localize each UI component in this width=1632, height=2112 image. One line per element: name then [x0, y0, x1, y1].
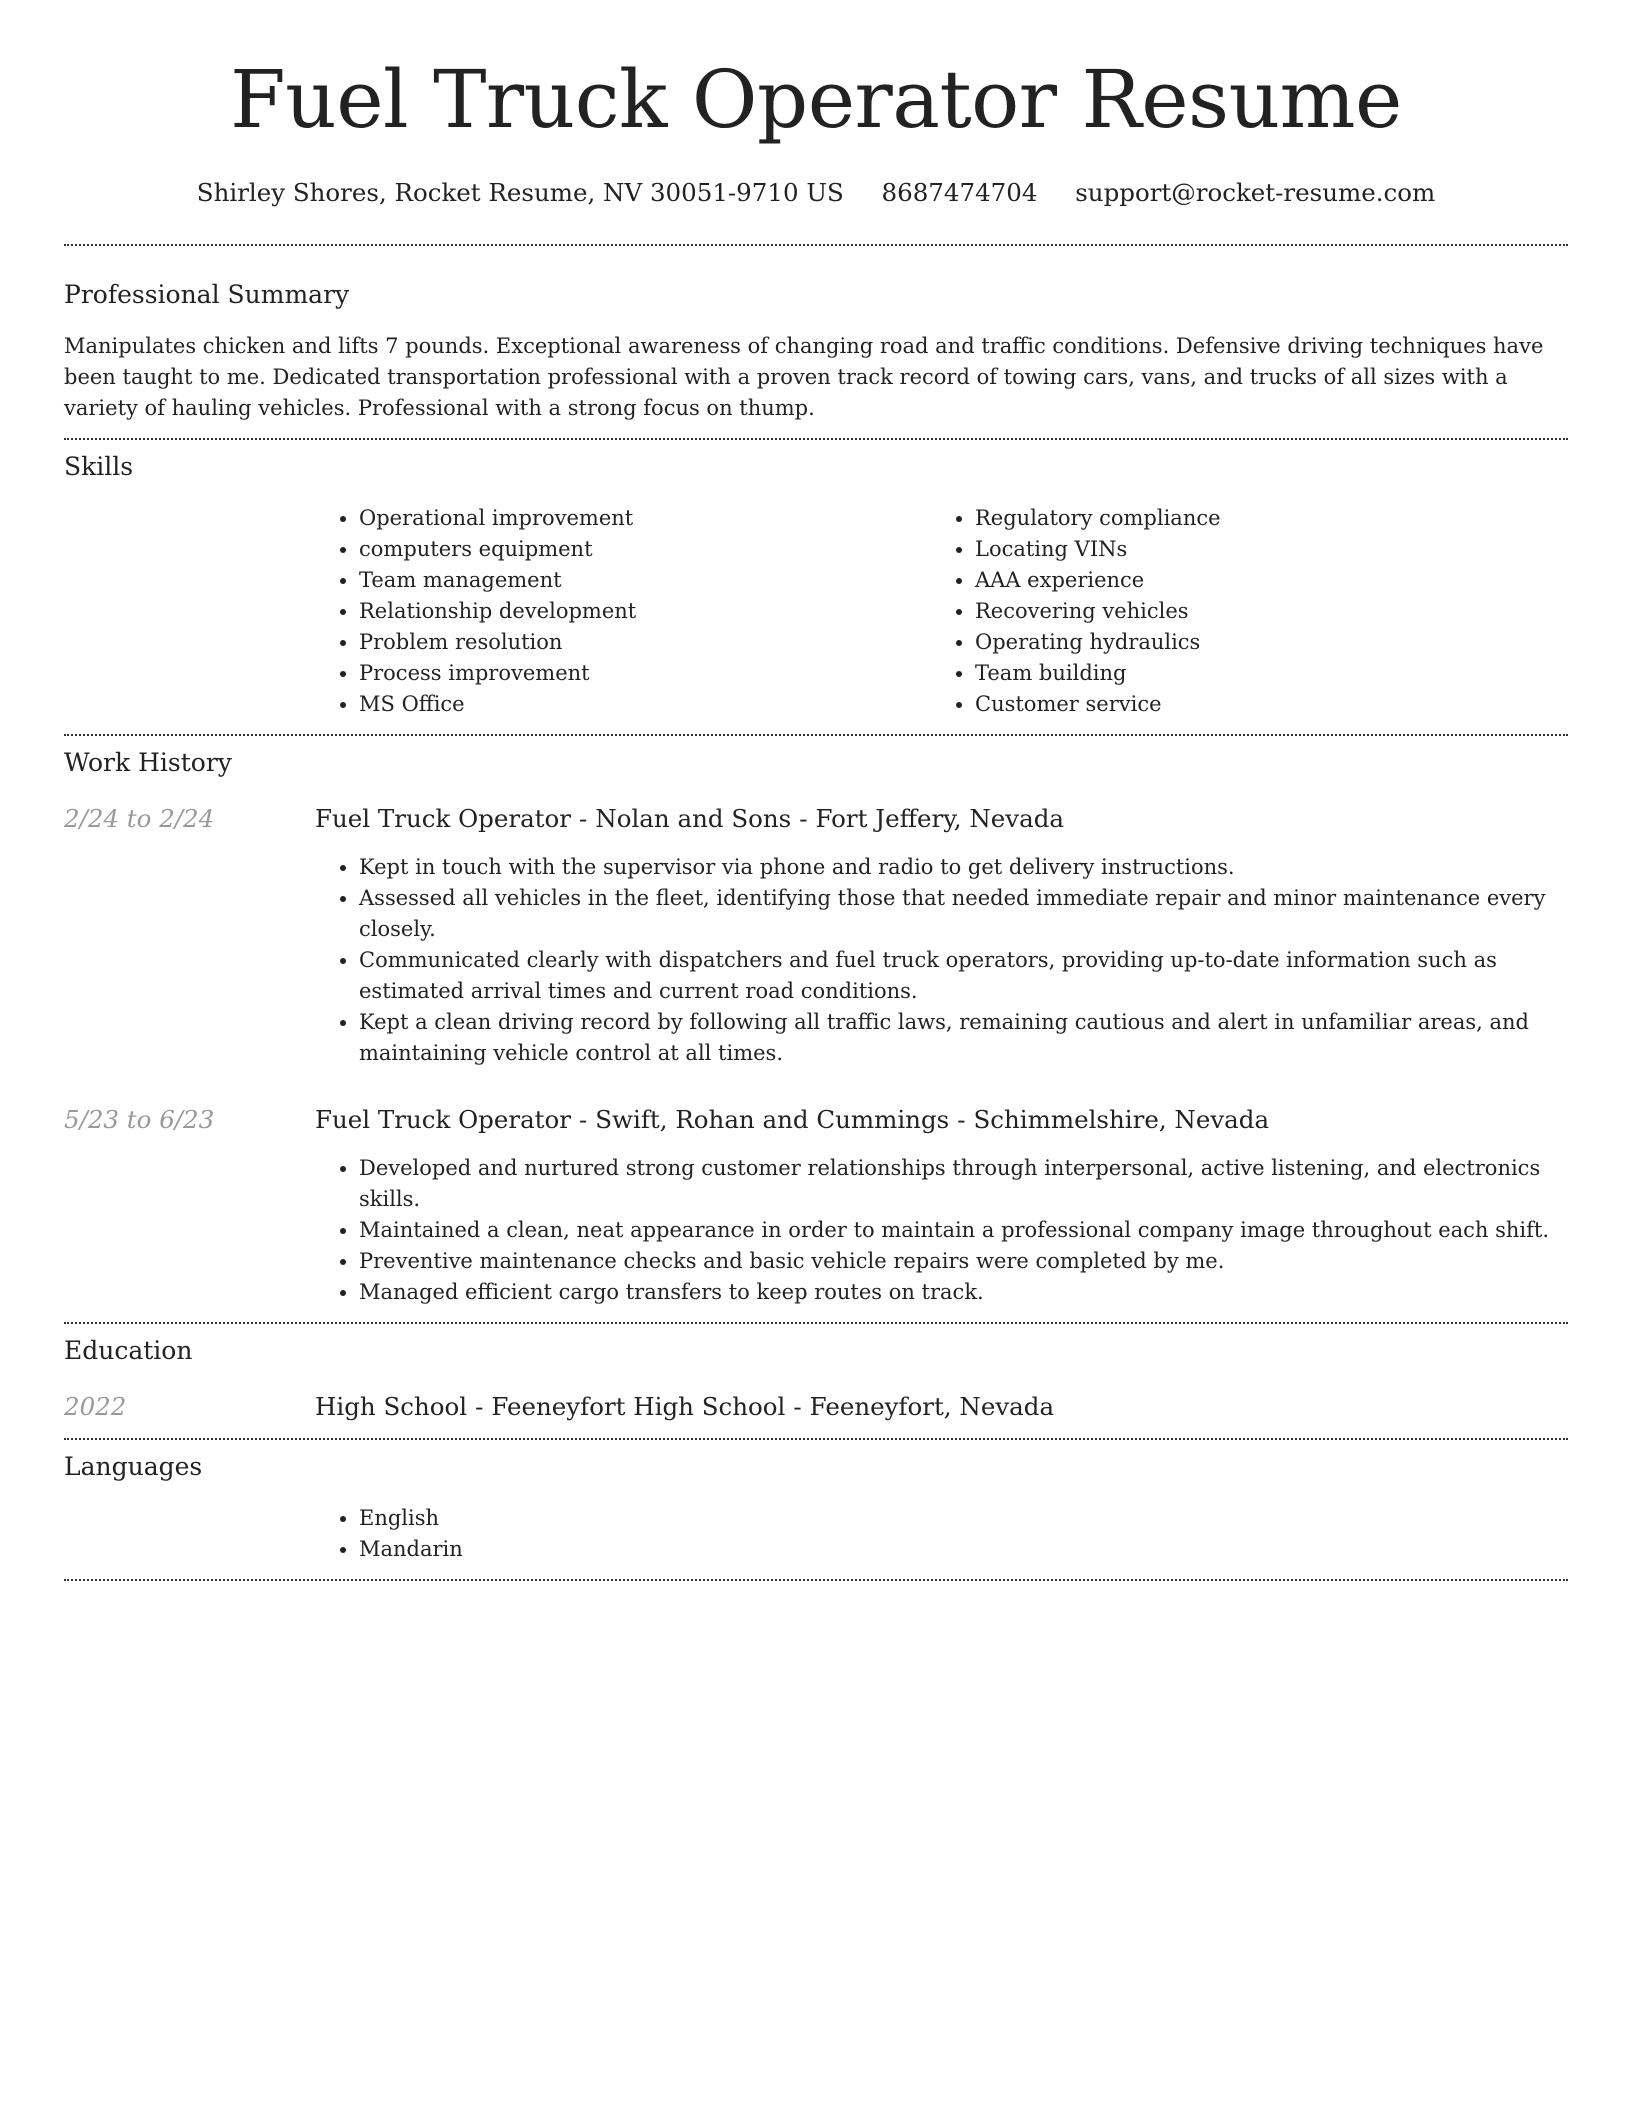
- language-item: • Mandarin: [359, 1534, 1568, 1565]
- job-dates: 5/23 to 6/23: [64, 1105, 215, 1134]
- skill-item: • Regulatory compliance: [975, 503, 1547, 534]
- job-header: [64, 1103, 1568, 1137]
- job-bullet: • Managed efficient cargo transfers to keep routes on track.: [359, 1277, 1568, 1308]
- languages-list: [315, 1503, 1568, 1565]
- skills-column-right: [931, 503, 1547, 720]
- job-bullet: • Kept in touch with the supervisor via phone and radio to get delivery instructions.: [359, 852, 1568, 883]
- job-bullets: [315, 1153, 1568, 1308]
- job-bullet: • Communicated clearly with dispatchers and fuel truck operators, providing up-to-date information such as estimated arrival times and current road conditions.: [359, 945, 1568, 1007]
- job-bullet: • Kept a clean driving record by following all traffic laws, remaining cautious and alert in unfamiliar areas, and maintaining vehicle control at all times.: [359, 1007, 1568, 1069]
- job-company: Swift, Rohan and Cummings: [595, 1105, 950, 1134]
- skill-item: • Operational improvement: [359, 503, 931, 534]
- summary-section: [64, 246, 1568, 438]
- summary-heading: Professional Summary: [64, 280, 350, 309]
- separator: -: [799, 804, 808, 833]
- separator: -: [578, 804, 588, 833]
- contact-phone: 8687474704: [881, 178, 1038, 207]
- skill-item: • Team building: [975, 658, 1547, 689]
- languages-heading: Languages: [64, 1452, 203, 1481]
- skills-section: [64, 440, 1568, 734]
- job-bullet: • Developed and nurtured strong customer relationships through interpersonal, active listening, and electronics skills.: [359, 1153, 1568, 1215]
- skill-item: • Locating VINs: [975, 534, 1547, 565]
- job-header: [64, 802, 1568, 836]
- work-section: [64, 736, 1568, 1322]
- separator: -: [578, 1105, 588, 1134]
- job-entry: [64, 1103, 1568, 1308]
- skills-heading: Skills: [64, 452, 134, 481]
- contact-address: Shirley Shores, Rocket Resume, NV 30051-9710 US: [196, 178, 844, 207]
- skills-grid: [315, 503, 1568, 720]
- summary-text: Manipulates chicken and lifts 7 pounds. Exceptional awareness of changing road and traffic conditions. Defensive driving techniques have been taught to me. Dedicated transportation professional with a proven track record of towing cars, vans, and trucks of all sizes with a variety of hauling vehicles. Professional with a strong focus on thump.: [64, 334, 1544, 420]
- education-section: [64, 1324, 1568, 1438]
- skill-item: • computers equipment: [359, 534, 931, 565]
- language-item: • English: [359, 1503, 1568, 1534]
- job-bullets: [315, 852, 1568, 1069]
- job-entry: [64, 802, 1568, 1069]
- job-title: Fuel Truck Operator: [315, 1105, 571, 1134]
- job-company: Nolan and Sons: [595, 804, 792, 833]
- skills-column-left: [315, 503, 931, 720]
- skill-item: • Problem resolution: [359, 627, 931, 658]
- education-school: Feeneyfort High School: [491, 1392, 786, 1421]
- job-heading: [315, 802, 1064, 836]
- job-heading: [315, 1103, 1269, 1137]
- separator: -: [475, 1392, 484, 1421]
- job-location: Fort Jeffery, Nevada: [815, 804, 1065, 833]
- skill-item: • Operating hydraulics: [975, 627, 1547, 658]
- separator: -: [957, 1105, 966, 1134]
- job-bullet: • Maintained a clean, neat appearance in order to maintain a professional company image throughout each shift.: [359, 1215, 1568, 1246]
- job-dates: 2/24 to 2/24: [64, 804, 215, 833]
- job-bullet: • Assessed all vehicles in the fleet, identifying those that needed immediate repair and minor maintenance every closely.: [359, 883, 1568, 945]
- contact-line: [64, 176, 1568, 210]
- education-heading: Education: [64, 1336, 193, 1365]
- contact-email: support@rocket-resume.com: [1075, 178, 1436, 207]
- work-heading: Work History: [64, 748, 232, 777]
- job-bullet: • Preventive maintenance checks and basic vehicle repairs were completed by me.: [359, 1246, 1568, 1277]
- divider: [64, 1579, 1568, 1581]
- skill-item: • Recovering vehicles: [975, 596, 1547, 627]
- skill-item: • Team management: [359, 565, 931, 596]
- education-location: Feeneyfort, Nevada: [809, 1392, 1055, 1421]
- languages-section: [64, 1440, 1568, 1579]
- education-degree: High School: [315, 1392, 468, 1421]
- education-year: 2022: [64, 1392, 127, 1421]
- education-heading-line: [315, 1390, 1054, 1424]
- skill-item: • AAA experience: [975, 565, 1547, 596]
- job-location: Schimmelshire, Nevada: [973, 1105, 1270, 1134]
- skill-item: • Relationship development: [359, 596, 931, 627]
- skill-item: • MS Office: [359, 689, 931, 720]
- education-entry: [64, 1390, 1568, 1424]
- separator: -: [793, 1392, 802, 1421]
- job-title: Fuel Truck Operator: [315, 804, 571, 833]
- skill-item: • Process improvement: [359, 658, 931, 689]
- resume-title: Fuel Truck Operator Resume: [230, 53, 1402, 146]
- skill-item: • Customer service: [975, 689, 1547, 720]
